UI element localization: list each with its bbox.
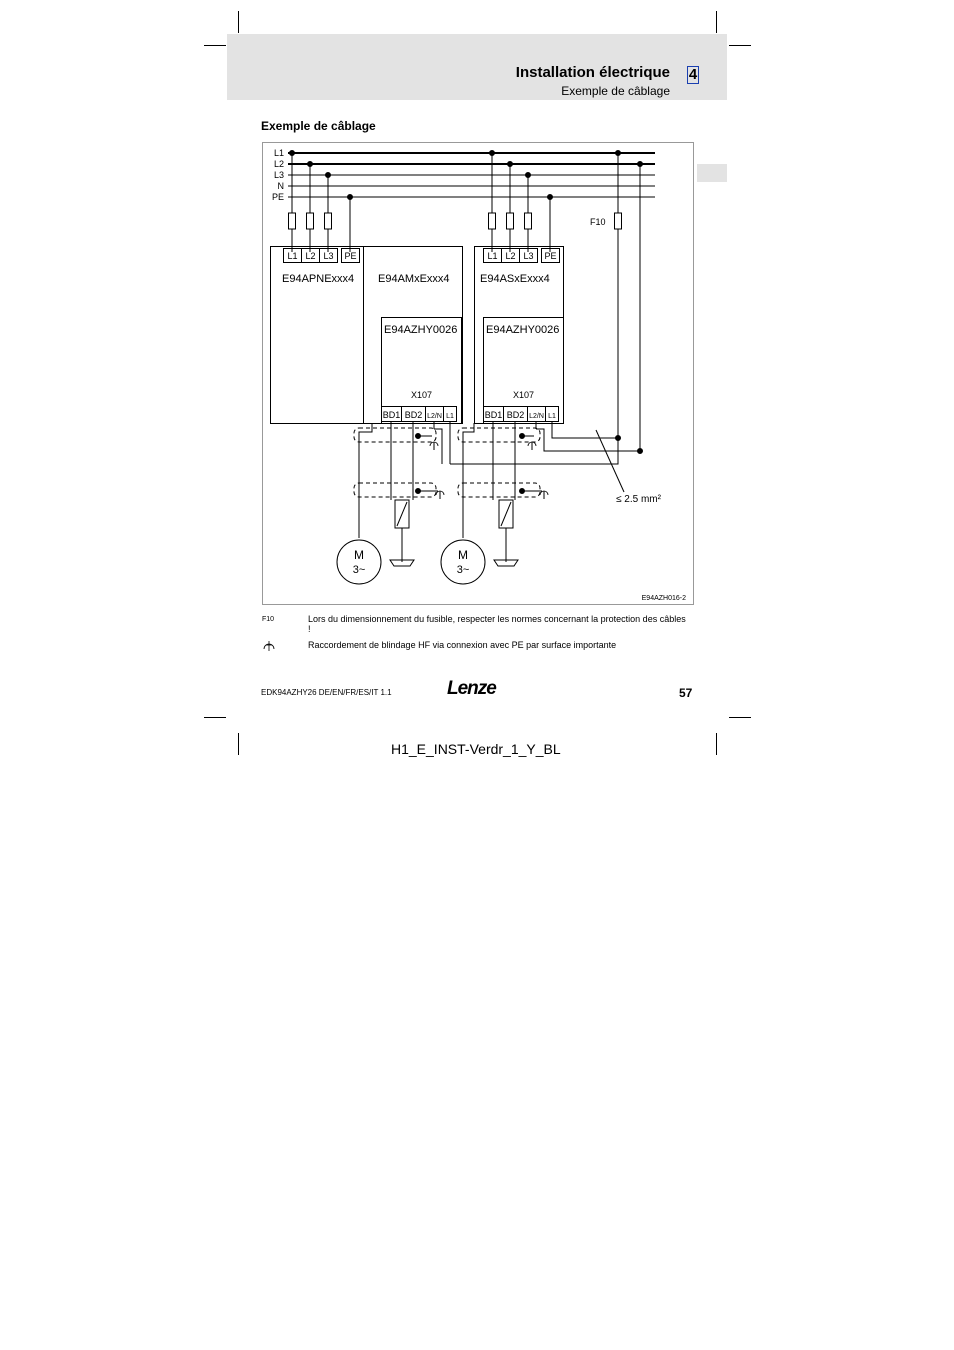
motor-phase: 3~ (352, 564, 366, 576)
x107-l1: L1 (548, 413, 556, 420)
crop-mark (204, 45, 226, 46)
x107-bd1: BD1 (484, 410, 503, 420)
chapter-subtitle: Exemple de câblage (561, 84, 670, 98)
brand-logo: Lenze (447, 678, 496, 699)
motor-label: M (354, 548, 364, 562)
crop-mark (729, 717, 751, 718)
chapter-number[interactable]: 4 (688, 66, 698, 83)
x107-l1: L1 (446, 413, 454, 420)
bus-label-pe: PE (271, 192, 284, 202)
connector-label: X107 (512, 390, 535, 400)
f10-supply (615, 151, 643, 452)
x107-bd2: BD2 (506, 410, 525, 420)
bus-label-l3: L3 (273, 170, 284, 180)
crop-mark (238, 11, 239, 33)
section-heading: Exemple de câblage (261, 119, 376, 133)
fuse-label: F10 (590, 217, 606, 227)
right-supply-drops (489, 151, 553, 253)
cable-note: ≤ 2.5 mm² (616, 494, 661, 505)
left-supply-drops (289, 151, 353, 253)
x107-l2n: L2/N (529, 413, 544, 420)
right-motor-wiring (441, 422, 542, 584)
crop-mark (729, 45, 751, 46)
bus-label-l1: L1 (273, 148, 284, 158)
terminal-l1: L1 (487, 251, 498, 261)
legend-text: Lors du dimensionnement du fusible, respecter les normes concernant la protection des câbles ! (308, 614, 686, 634)
module-label: E94APNExxx4 (282, 273, 355, 285)
page-number: 57 (679, 686, 693, 700)
crop-mark (716, 733, 717, 755)
terminal-l3: L3 (523, 251, 534, 261)
legend-key: F10 (262, 616, 275, 623)
chapter-side-tab (697, 164, 727, 182)
terminal-l2: L2 (305, 251, 316, 261)
wiring-diagram (262, 142, 694, 605)
module-label: E94ASxExxx4 (480, 273, 550, 285)
motor-phase: 3~ (456, 564, 470, 576)
terminal-pe: PE (544, 251, 557, 261)
legend-text: Raccordement de blindage HF via connexion avec PE par surface importante (308, 640, 617, 650)
left-motor-wiring (337, 422, 438, 584)
terminal-l2: L2 (505, 251, 516, 261)
chapter-title: Installation électrique (515, 64, 670, 81)
crop-mark (716, 11, 717, 33)
print-slug: H1_E_INST-Verdr_1_Y_BL (391, 741, 561, 757)
terminal-pe: PE (344, 251, 357, 261)
shield-ground-icon (262, 638, 302, 654)
x107-bd1: BD1 (382, 410, 401, 420)
module-label: E94AMxExxx4 (378, 273, 450, 285)
crop-mark (204, 717, 226, 718)
terminal-l1: L1 (287, 251, 298, 261)
document-reference: EDK94AZHY26 DE/EN/FR/ES/IT 1.1 (261, 688, 392, 697)
motor-label: M (458, 548, 468, 562)
terminal-l3: L3 (323, 251, 334, 261)
brake-module-label: E94AZHY0026 (384, 324, 458, 336)
x107-bd2: BD2 (404, 410, 423, 420)
x107-l2n: L2/N (427, 413, 442, 420)
bus-label-l2: L2 (273, 159, 284, 169)
figure-id: E94AZH016-2 (641, 595, 686, 602)
supply-bus (288, 153, 655, 197)
bus-label-n: N (277, 181, 284, 191)
brake-module-label: E94AZHY0026 (486, 324, 560, 336)
crop-mark (238, 733, 239, 755)
connector-label: X107 (410, 390, 433, 400)
